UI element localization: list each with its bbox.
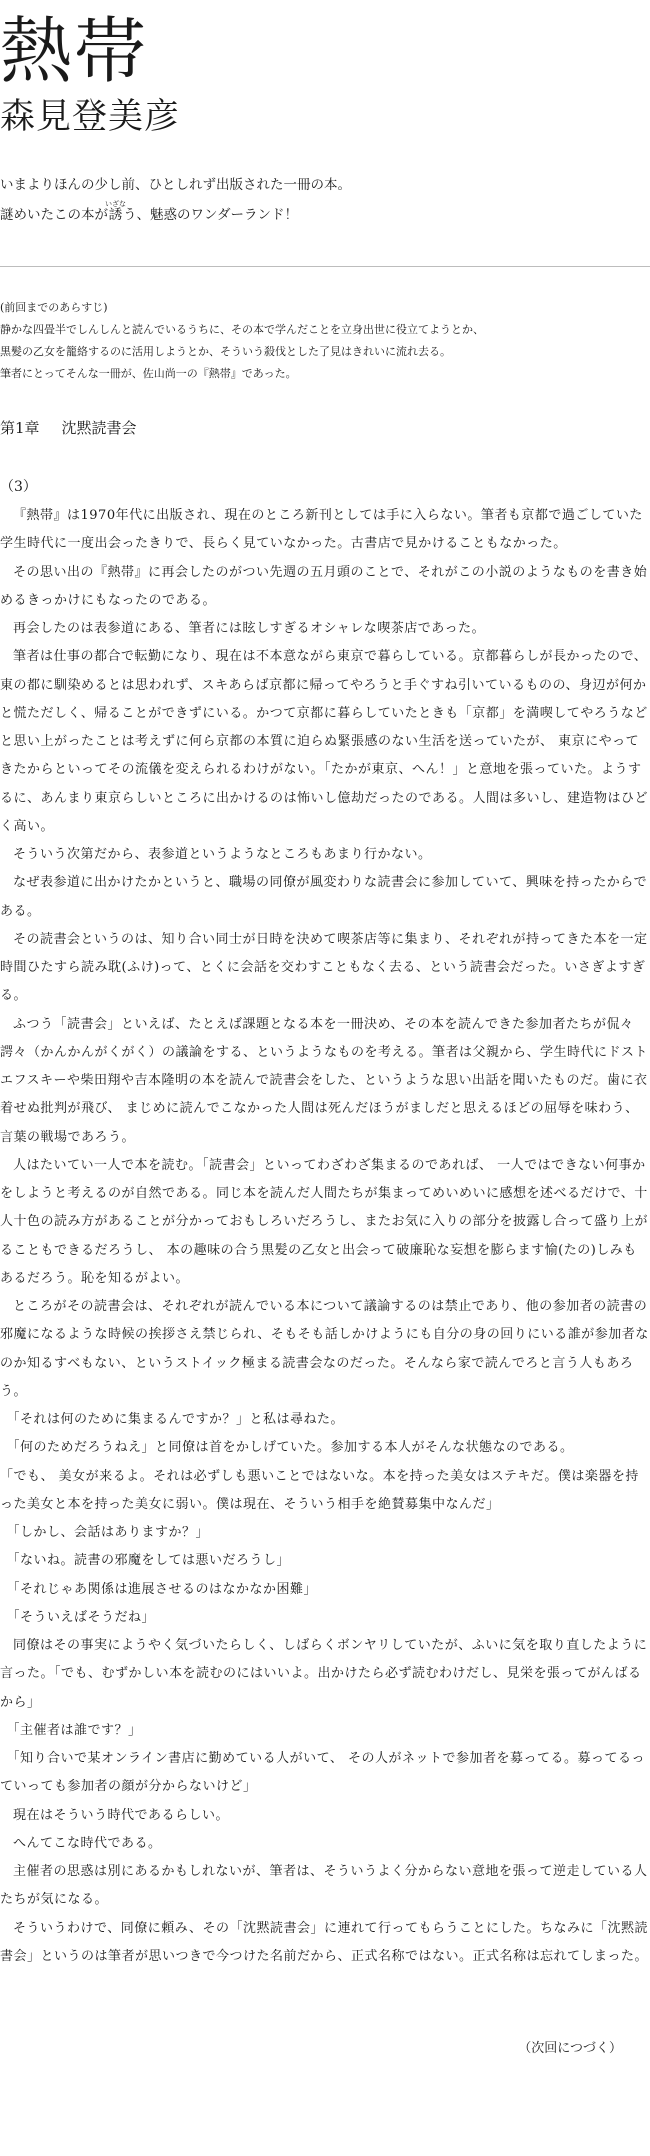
lead-text [0,170,650,230]
synopsis-line: 筆者にとってそんな一冊が、佐山尚一の『熱帯』であった。 [0,367,297,380]
dialog-line: 「ないね。読書の邪魔をしては悪いだろうし」 [6,1553,291,1569]
paragraph: その思い出の『熱帯』に再会したのがつい先週の五月頭のことで、それがこの小説のようなものを書き始めるきっかけにもなったのである。 [0,564,648,608]
chapter-title: 沈黙読書会 [61,419,137,437]
furigana: 誘いざな [105,200,126,223]
paragraph: そういう次第だから、表参道というようなところもあまり行かない。 [13,847,432,862]
lead-line: 謎めいたこの本が誘いざなう、魅惑のワンダーランド！ [0,200,298,223]
paragraph: 筆者は仕事の都合で転勤になり、現在は不本意ながら東京で暮らしている。京都暮らしが長かったので、東の都に馴染めるとは思われず、スキあらば京都に帰ってやろうと手ぐすね引いているものの、身辺が何かと慌ただしく、帰ることができずにいる。かつて京都に暮らしていたときも「京都」を満喫してやろうなどと思い上がったことは考えずに何ら京都の本質に迫らぬ緊張感のない生活を送っていたが、 東京にやってきたからといってその流儀を変えられるわけがない。「たかが東京、へん！」と意地を張っていた。ようするに、あんまり東京らしいところに出かけるのは怖いし億劫だったのである。人間は多いし、建造物はひどく高い。 [0,649,649,834]
paragraph: その読書会というのは、知り合い同士が日時を決めて喫茶店等に集まり、それぞれが持ってきた本を一定時間ひたすら読み耽(ふけ)って、とくに会話を交わすこともなく去る、という読書会だった。いさぎよすぎる。 [0,931,648,1004]
author-name: 森見登美彦 [0,97,181,137]
dialog-line: 「しかし、会話はありますか？」 [6,1525,210,1540]
dialog-line: 「それじゃあ関係は進展させるのはなかなか困難」 [6,1581,318,1597]
paragraph: 『熱帯』は1970年代に出版され、現在のところ新刊としては手に入らない。筆者も京都で過ごしていた学生時代に一度出会ったきりで、長らく見ていなかった。古書店で見かけることもなかった。 [0,508,643,552]
book-title: 熱帯 [0,9,149,93]
synopsis-heading: (前回までのあらすじ) [0,301,108,314]
paragraph: 同僚はその事実にようやく気づいたらしく、しばらくボンヤリしていたが、ふいに気を取り直したように言った。「でも、むずかしい本を読むのにはいいよ。出かけたら必ず読むわけだし、見栄を張ってがんばるから」 [0,1638,648,1710]
section-divider [0,266,650,267]
paragraph: 人はたいてい一人で本を読む。「読書会」といってわざわざ集まるのであれば、 一人ではできない何事かをしようと考えるのが自然である。同じ本を読んだ人間たちが集まってめいめいに感想を述べるだけで、十人十色の読み方があることが分かっておもしろいだろうし、またお気に入りの部分を披露し合って盛り上がることもできるだろうし、 本の趣味の合う黒髪の乙女と出会って破廉恥な妄想を膨らます愉(たの)しみもあるだろう。恥を知るがよい。 [0,1157,649,1286]
paragraph: そういうわけで、同僚に頼み、その「沈黙読書会」に連れて行ってもらうことにした。ちなみに「沈黙読書会」というのは筆者が思いつきで今つけた名前だから、正式名称ではない。正式名称は忘れてしまった。 [0,1920,649,1964]
paragraph: 現在はそういう時代であるらしい。 [13,1807,230,1823]
paragraph: なぜ表参道に出かけたかというと、職場の同僚が風変わりな読書会に参加していて、興味を持ったからである。 [0,875,648,919]
dialog-line: 「主催者は誰です？」 [6,1722,142,1738]
paragraph: へんてこな時代である。 [13,1835,162,1851]
synopsis [0,297,650,385]
synopsis-line: 黒髪の乙女を籠絡するのに活用しようとか、そういう殺伐とした了見はきれいに流れ去る。 [0,345,451,358]
dialog-line: 「そういえばそうだね」 [6,1609,156,1625]
dialog-line: 「それは何のために集まるんですか？」と私は尋ねた。 [6,1412,345,1427]
paragraph: 再会したのは表参道にある、筆者には眩しすぎるオシャレな喫茶店であった。 [13,621,486,636]
article-body [0,502,650,1971]
paragraph: ところがその読書会は、それぞれが読んでいる本について議論するのは禁止であり、他の参加者の読書の邪魔になるような時候の挨拶さえ禁じられ、そもそも話しかけようにも自分の身の回りにいる誰が参加者なのか知るすべもない、というストイック極まる読書会なのだった。そんなら家で読んでろと言う人もあろう。 [0,1299,649,1399]
synopsis-line: 静かな四畳半でしんしんと読んでいるうちに、その本で学んだことを立身出世に役立てようとか、 [0,323,484,336]
dialog-line: 「でも、 美女が来るよ。それは必ずしも悪いことではないな。本を持った美女はステキだ。僕は楽器を持った美女と本を持った美女に弱い。僕は現在、そういう相手を絶賛募集中なんだ」 [0,1468,639,1512]
section-number: （3） [0,479,37,495]
chapter-number: 第1章 [0,419,40,437]
dialog-line: 「知り合いで某オンライン書店に勤めている人がいて、 その人がネットで参加者を募ってる。募ってるっていっても参加者の顔が分からないけど」 [0,1751,645,1795]
lead-line: いまよりほんの少し前、ひとしれず出版された一冊の本。 [0,177,351,193]
paragraph: ふつう「読書会」といえば、たとえば課題となる本を一冊決め、その本を読んできた参加者たちが侃々諤々（かんかんがくがく）の議論をする、というようなものを考える。筆者は父親から、学生時代にドストエフスキーや柴田翔や吉本隆明の本を読んで読書会をした、というような思い出話を聞いたものだ。歯に衣着せぬ批判が飛び、 まじめに読んでこなかった人間は死んだほうがましだと思えるほどの屈辱を味わう、言葉の戦場であろう。 [0,1016,648,1145]
dialog-line: 「何のためだろうねえ」と同僚は首をかしげていた。参加する本人がそんな状態なのである。 [6,1440,574,1456]
to-be-continued: （次回につづく） [518,2041,622,2056]
paragraph: 主催者の思惑は別にあるかもしれないが、筆者は、そういうよく分からない意地を張って逆走している人たちが気になる。 [0,1864,648,1908]
chapter-heading [0,417,650,439]
